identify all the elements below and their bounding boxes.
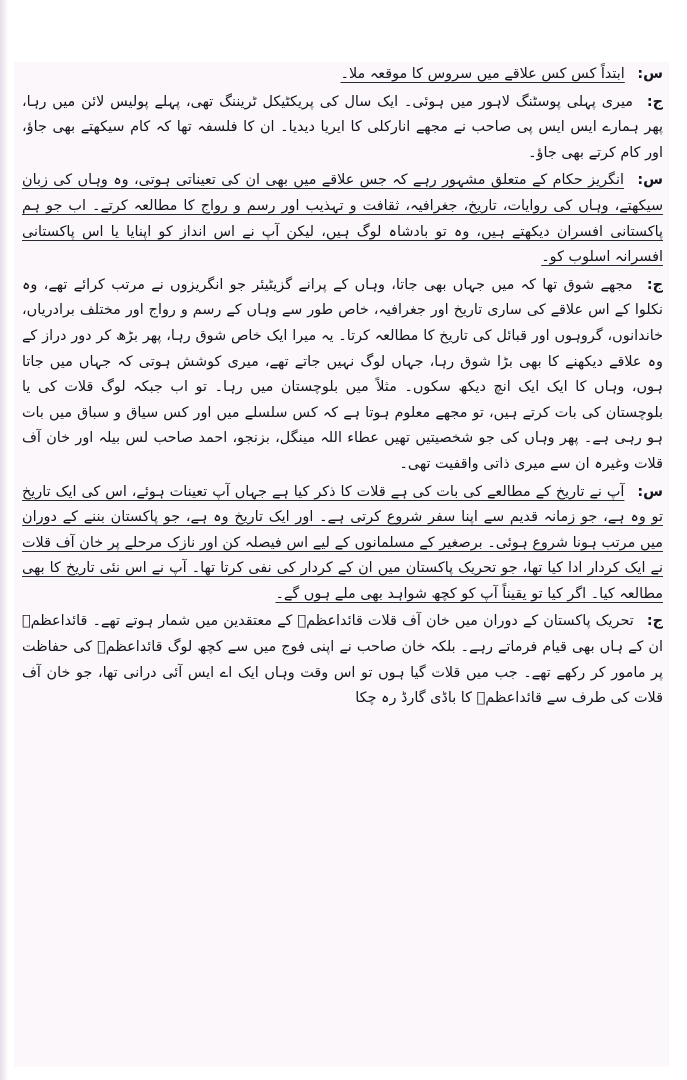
answer-marker: ج: <box>646 93 664 110</box>
answer-2 <box>14 273 669 478</box>
question-marker: س: <box>637 66 663 82</box>
question-text: آپ نے تاریخ کے مطالعے کی بات کی ہے قلات کا ذکر کیا ہے جہاں آپ تعینات ہوئے، اس کی ایک تاریخ تو وہ ہے، جو زمانہ قدیم سے اپنا سفر شروع کرتی ہے۔ اور ایک تاریخ وہ ہے، جو پاکستان بننے کے دوران میں مرتب ہونا شروع ہوئی۔ برصغیر کے مسلمانوں کے لیے اس فیصلہ کن اور نازک مرحلے پر خان آف قلات نے ایک کردار ادا کیا تھا، جو تحریک پاکستان میں ان کے کردار کی نفی کرتا تھا۔ آپ نے اس نئی تاریخ کا بھی مطالعہ کیا۔ اگر کیا تو یقیناً آپ کو کچھ شواہد بھی ملے ہوں گے۔ <box>22 483 663 602</box>
answer-1 <box>14 90 669 167</box>
question-2 <box>14 168 669 270</box>
answer-text: میری پہلی پوسٹنگ لاہور میں ہوئی۔ ایک سال کی پریکٹیکل ٹریننگ تھی، پہلے پولیس لائن میں رہا، پھر ہمارے ایس ایس پی صاحب نے مجھے انارکلی کا ایریا دیدیا۔ ان کا فلسفہ تھا کہ کام سیکھتے بھی جاؤ، اور کام کرتے بھی جاؤ۔ <box>22 93 663 161</box>
interview-page <box>14 62 669 1067</box>
question-3 <box>14 480 669 608</box>
answer-text: تحریک پاکستان کے دوران میں خان آف قلات قائداعظمؒ کے معتقدین میں شمار ہوتے تھے۔ قائداعظمؒ ان کے ہاں بھی قیام فرماتے رہے۔ بلکہ خان صاحب نے اپنی فوج میں سے کچھ لوگ قائداعظمؒ کی حفاظت پر مامور کر رکھے تھے۔ جب میں قلات گیا ہوں تو اس وقت وہاں ایک اے ایس آئی درانی تھا، جو خان آف قلات کی طرف سے قائداعظمؒ کا باڈی گارڈ رہ چکا <box>22 613 663 707</box>
answer-marker: ج: <box>646 276 663 293</box>
question-marker: س: <box>637 483 663 500</box>
answer-marker: ج: <box>646 613 663 630</box>
question-marker: س: <box>637 172 663 189</box>
question-text: انگریز حکام کے متعلق مشہور رہے کہ جس علاقے میں بھی ان کی تعیناتی ہوتی، وہ وہاں کی زبان سیکھتے، وہاں کی روایات، تاریخ، جغرافیہ، ثقافت و تہذیب اور رسم و رواج کا مطالعہ کرتے۔ اب جو ہم پاکستانی افسران دیکھتے ہیں، وہ تو بادشاہ لوگ ہیں، لیکن آپ نے اس انداز کو اپنایا یا اس پاکستانی افسرانہ اسلوب کو۔ <box>22 172 663 266</box>
page-binding-edge <box>0 0 8 1080</box>
question-text: ابتداً کس کس علاقے میں سروس کا موقعہ ملا۔ <box>340 66 625 82</box>
answer-3 <box>14 609 669 711</box>
question-1 <box>14 62 669 88</box>
answer-text: مجھے شوق تھا کہ میں جہاں بھی جاتا، وہاں کے پرانے گزیٹیئر جو انگریزوں نے مرتب کرائے تھے، وہ نکلوا کے اس علاقے کی ساری تاریخ اور جغرافیہ، خاص طور سے وہاں کے رسم و رواج اور مختلف برادریاں، خاندانوں، گروہوں اور قبائل کی تاریخ کا مطالعہ کرتا۔ یہ میرا ایک خاص شوق رہا، پھر بڑھ کر دور دراز کے وہ علاقے دیکھنے کا بھی بڑا شوق رہا، جہاں لوگ نہیں جاتے تھے، میری کوشش ہوتی کہ جہاں میں جاتا ہوں، وہاں کا ایک ایک انچ دیکھ سکوں۔ مثلاً میں بلوچستان میں رہا۔ تو اب جبکہ لوگ قلات کی یا بلوچستان کی بات کرتے ہیں، تو مجھے معلوم ہوتا ہے کہ کس سلسلے میں اور کس سیاق و سباق میں بات ہو رہی ہے۔ پھر وہاں کی جو شخصیتیں تھیں عطاء اللہ مینگل، بزنجو، احمد صاحب لس بیلہ اور خان آف قلات وغیرہ ان سے میری ذاتی واقفیت تھی۔ <box>22 276 663 472</box>
